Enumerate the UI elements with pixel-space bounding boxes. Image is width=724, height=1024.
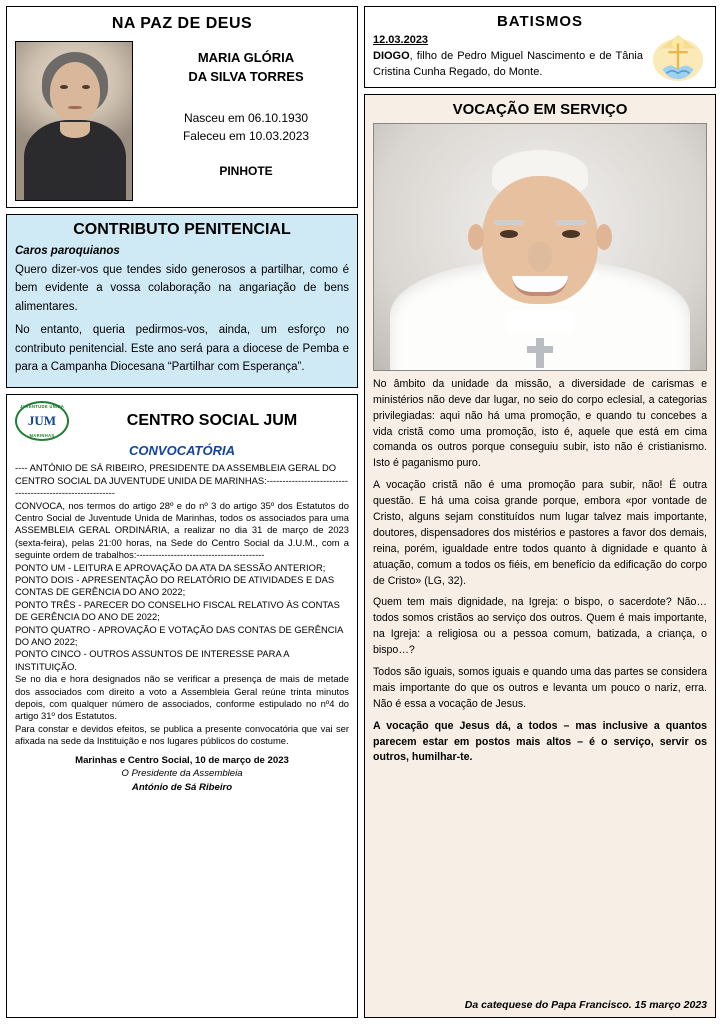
deceased-name-line2: DA SILVA TORRES — [188, 68, 304, 84]
pope-brow-right — [556, 220, 586, 225]
photo-eye-left — [60, 85, 68, 89]
pope-eye-right — [562, 230, 580, 238]
obituary-title: NA PAZ DE DEUS — [111, 15, 253, 32]
photo-eye-right — [82, 85, 90, 89]
deceased-place: PINHOTE — [219, 163, 273, 178]
logo-top-text: JUVENTUDE UNIDA — [19, 404, 65, 410]
jum-paragraph: PONTO CINCO - OUTROS ASSUNTOS DE INTERESSE PARA A INSTITUIÇÃO. — [15, 648, 290, 672]
contribution-section — [6, 214, 358, 388]
logo-bottom-text: MARINHAS — [29, 433, 55, 439]
vocation-title: VOCAÇÃO EM SERVIÇO — [452, 100, 628, 118]
jum-subtitle: CONVOCATÓRIA — [129, 443, 235, 459]
vocation-paragraph: Quem tem mais dignidade, na Igreja: o bispo, o sacerdote? Não… todos somos cristãos ao serviço dos outros. Quem é mais importante, na Igreja: a religiosa ou a pessoa comum, batizada, a criança, o bispo…? — [373, 596, 707, 657]
jum-paragraph: PONTO TRÊS - PARECER DO CONSELHO FISCAL RELATIVO ÀS CONTAS DE GERÊNCIA DO ANO DE 2022; — [15, 598, 340, 623]
baptisms-section — [364, 6, 716, 88]
logo-mark: JUM — [27, 413, 57, 429]
obituary-section — [6, 6, 358, 208]
vocation-paragraph: No âmbito da unidade da missão, a diversidade de carismas e ministérios não deve dar lugar, no seio do corpo eclesial, a categorias privilegiadas: aqui não há uma promoção, e quando tu concebes a vida cristã como uma promoção, isto é, aquele que está em cima comanda os outros porque conseguiu subir, isto não é cristianismo. Isto é paganismo puro. — [373, 377, 707, 470]
photo-neck — [60, 122, 90, 138]
jum-logo-icon — [15, 401, 69, 441]
baptism-date: 12.03.2023 — [373, 34, 429, 46]
jum-paragraph: ---- ANTÓNIO DE SÁ RIBEIRO, PRESIDENTE DA ASSEMBLEIA GERAL DO CENTRO SOCIAL DA JUVENTUDE UNIDA DE MARINHAS:---------------------------------------------------------- — [15, 462, 348, 499]
obituary-body — [15, 41, 349, 201]
left-column — [6, 6, 358, 1018]
contribution-paragraph: Quero dizer-vos que tendes sido generosos a partilhar, como é bem evidente a vossa colaboração na angariação de bens alimentares. — [15, 264, 349, 313]
pope-collar — [505, 310, 575, 332]
deceased-name-line1: MARIA GLÓRIA — [197, 50, 295, 65]
deceased-dates — [143, 109, 349, 146]
deceased-photo — [15, 41, 133, 201]
baptism-entry-text: , filho de Pedro Miguel Nascimento e de Tânia Cristina Cunha Regado, do Monte. — [373, 50, 643, 78]
pectoral-cross-icon — [536, 338, 544, 368]
photo-face — [50, 62, 100, 122]
vocation-paragraph: A vocação cristã não é uma promoção para subir, não! É outra questão. E há uma coisa grande porque, embora «por vontade de Cristo, alguns sejam constituídos num lugar talvez mais importante, doutores, dispensadores dos mistérios e pastores a favor dos demais, reina, porém, igualdade entre todos quanto à dignidade e quanto à atuação, comum a todos os fiéis, em benefício da edificação do corpo de Cristo» (LG, 32). — [373, 479, 707, 587]
jum-paragraph: Se no dia e hora designados não se verificar a presença de mais de metade dos associados com direito a voto a Assembleia Geral reúne trinta minutos depois, com qualquer número de associados, conforme estipulado no nº4 do artigo 31º dos Estatutos. — [15, 673, 349, 722]
pope-nose — [528, 242, 552, 272]
vocation-paragraph-highlight: A vocação que Jesus dá, a todos – mas inclusive a quantos parecem estar em postos mais altos – é o serviço, servir os outros, humilhar-te. — [373, 719, 707, 764]
jum-paragraph: PONTO QUATRO - APROVAÇÃO E VOTAÇÃO DAS CONTAS DE GERÊNCIA DO ANO 2022; — [15, 623, 343, 648]
baptisms-title: BATISMOS — [496, 13, 584, 30]
pope-ear-right — [596, 224, 612, 250]
vocation-paragraph: Todos são iguais, somos iguais e quando uma das partes se considera mais importante do que os outros e levanta um pouco o nariz, erra. Não é essa a vocação de Jesus. — [373, 666, 707, 710]
baptism-shell-icon — [649, 31, 707, 83]
pope-brow-left — [494, 220, 524, 225]
vocation-text — [373, 371, 707, 772]
obituary-details — [143, 41, 349, 201]
jum-paragraph: PONTO DOIS - APRESENTAÇÃO DO RELATÓRIO DE ATIVIDADES E DAS CONTAS DE GERÊNCIA DO ANO 2022; — [15, 574, 335, 598]
pope-ear-left — [468, 224, 484, 250]
contribution-salutation: Caros paroquianos — [15, 245, 120, 257]
jum-signature-name: António de Sá Ribeiro — [131, 781, 233, 793]
jum-paragraph: CONVOCA, nos termos do artigo 28º e do nº 3 do artigo 35º dos Estatutos do Centro Social de Juventude Unida de Marinhas, todos os associados para uma ASSEMBLEIA GERAL ORDINÁRIA, a realizar no dia 31 de março de 2023 (sexta-feira), pelas 21:00 horas, na Sede do Centro Social da J.U.M., com a seguinte ordem de trabalhos:----------------------------------------- — [15, 499, 349, 561]
deceased-died: Faleceu em 10.03.2023 — [182, 129, 310, 144]
baptism-child-name: DIOGO — [373, 50, 410, 62]
vocation-section — [364, 94, 716, 1018]
contribution-title: CONTRIBUTO PENITENCIAL — [73, 221, 291, 238]
deceased-born: Nasceu em 06.10.1930 — [183, 110, 309, 125]
jum-section — [6, 394, 358, 1018]
jum-signature — [15, 754, 349, 794]
jum-signature-place-date: Marinhas e Centro Social, 10 de março de 2023 — [75, 754, 289, 766]
pope-photo — [373, 123, 707, 371]
pope-eye-left — [500, 230, 518, 238]
jum-paragraph: PONTO UM - LEITURA E APROVAÇÃO DA ATA DA SESSÃO ANTERIOR; — [15, 561, 326, 573]
right-column — [364, 6, 716, 1018]
jum-signature-role: O Presidente da Assembleia — [121, 768, 243, 780]
jum-title: CENTRO SOCIAL JUM — [126, 412, 298, 430]
contribution-paragraph: No entanto, queria pedirmos-vos, ainda, um esforço no contributo penitencial. Este ano será para a diocese de Pemba e para a Campanha Diocesana “Partilhar com Esperança”. — [15, 324, 349, 373]
jum-header — [15, 401, 349, 441]
vocation-source: Da catequese do Papa Francisco. 15 março 2023 — [464, 999, 707, 1011]
deceased-name — [143, 49, 349, 87]
jum-paragraph: Para constar e devidos efeitos, se publica a presente convocatória que vai ser afixada na sede da Instituição e nos lugares públicos do costume. — [15, 722, 349, 747]
photo-mouth — [68, 106, 82, 109]
